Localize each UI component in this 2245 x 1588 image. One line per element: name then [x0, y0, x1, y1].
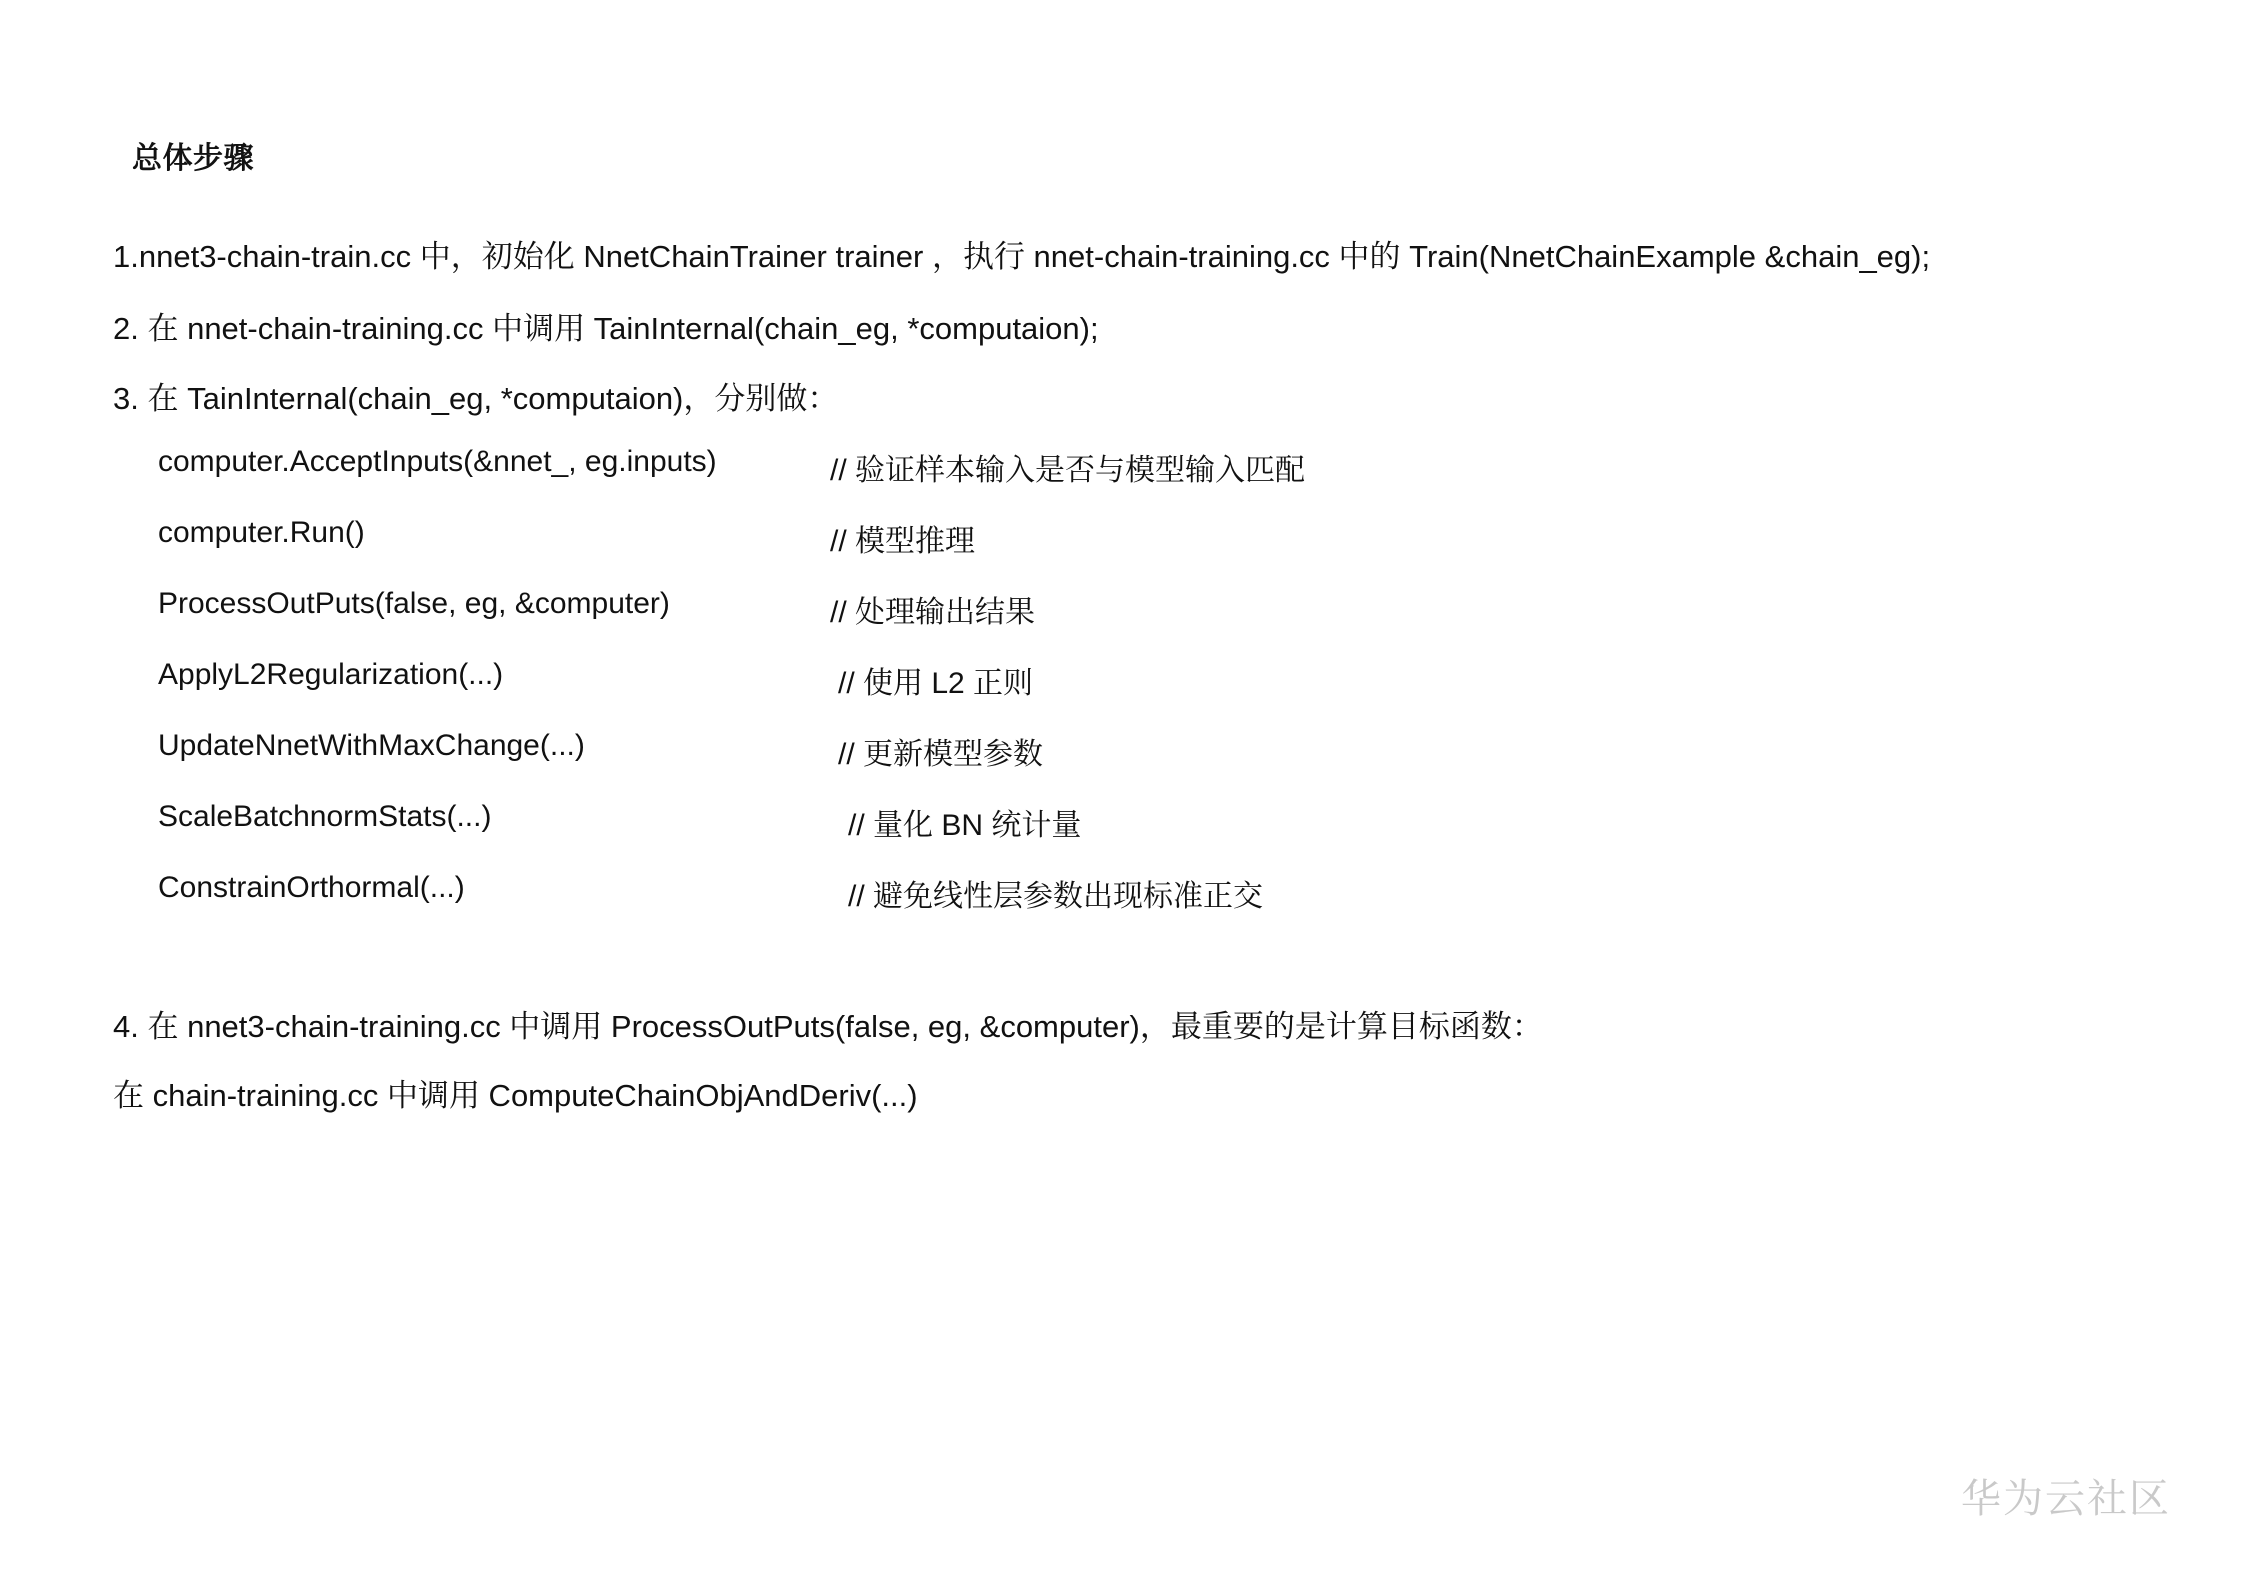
list-item [158, 871, 1858, 942]
call-comment: // 避免线性层参数出现标准正交 [848, 880, 1264, 913]
call-list [158, 445, 1858, 942]
call-name: ConstrainOrthormal(...) [158, 871, 465, 904]
call-name: UpdateNnetWithMaxChange(...) [158, 729, 585, 762]
page-title: 总体步骤 [132, 142, 254, 175]
step-item-1: 1.nnet3-chain-train.cc 中，初始化 NnetChainTrainer trainer ，执行 nnet-chain-training.cc 中的 Train(NnetChainExample &chain_eg); [113, 239, 1931, 274]
call-name: ProcessOutPuts(false, eg, &computer) [158, 587, 670, 620]
list-item [158, 516, 1858, 587]
step-item-4: 4. 在 nnet3-chain-training.cc 中调用 ProcessOutPuts(false, eg, &computer)，最重要的是计算目标函数： [113, 1009, 1543, 1044]
list-item [158, 587, 1858, 658]
call-comment: // 使用 L2 正则 [838, 667, 1034, 700]
call-comment: // 模型推理 [830, 525, 976, 558]
call-comment: // 处理输出结果 [830, 596, 1036, 629]
step-item-2: 2. 在 nnet-chain-training.cc 中调用 TainInternal(chain_eg, *computaion); [113, 311, 1099, 346]
step-item-3: 3. 在 TainInternal(chain_eg, *computaion)，分别做： [113, 381, 839, 416]
call-comment: // 量化 BN 统计量 [848, 809, 1082, 842]
watermark: 华为云社区 [1961, 1477, 2171, 1521]
call-name: ApplyL2Regularization(...) [158, 658, 504, 691]
list-item [158, 658, 1858, 729]
list-item [158, 729, 1858, 800]
call-comment: // 更新模型参数 [838, 738, 1044, 771]
call-name: computer.AcceptInputs(&nnet_, eg.inputs) [158, 445, 717, 478]
call-comment: // 验证样本输入是否与模型输入匹配 [830, 454, 1306, 487]
list-item [158, 445, 1858, 516]
step-item-5: 在 chain-training.cc 中调用 ComputeChainObjAndDeriv(...) [113, 1078, 918, 1113]
call-name: computer.Run() [158, 516, 365, 549]
list-item [158, 800, 1858, 871]
call-name: ScaleBatchnormStats(...) [158, 800, 492, 833]
